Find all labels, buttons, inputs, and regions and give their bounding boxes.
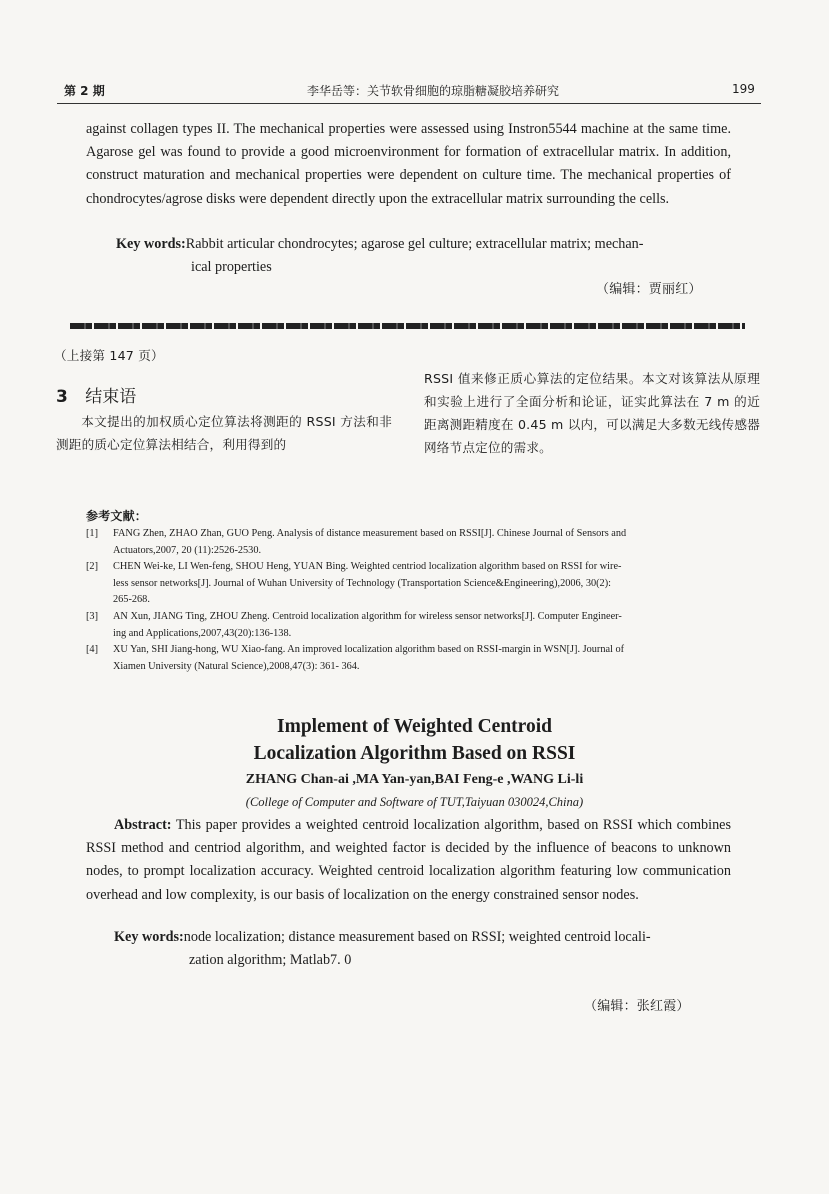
page-number: 199 <box>732 82 755 96</box>
section-number: 3 <box>56 387 68 407</box>
references-list <box>86 526 736 675</box>
previous-keywords <box>116 233 736 256</box>
reference-item: [2] CHEN Wei-ke, LI Wen-feng, SHOU Heng, YUAN Bing. Weighted centriod localization algorithm based on RSSI for wire- less sensor networks[J]. Journal of Wuhan University of Technology (Transportation Science&Engineering),2006, 30(2): 265-268. <box>86 561 622 606</box>
section-separator <box>70 323 745 329</box>
reference-item: [4] XU Yan, SHI Jiang-hong, WU Xiao-fang. An improved localization algorithm based on RSSI-margin in WSN[J]. Journal of Xiamen University (Natural Science),2008,47(3): 361- 364. <box>86 644 625 672</box>
conclusion-left-column: 本文提出的加权质心定位算法将测距的 RSSI 方法和非测距的质心定位算法相结合，利用得到的 <box>56 414 392 452</box>
section-heading <box>56 382 136 407</box>
english-keywords <box>114 926 734 949</box>
reference-item: [1] FANG Zhen, ZHAO Zhan, GUO Peng. Analysis of distance measurement based on RSSI[J]. Chinese Journal of Sensors and Actuators,2007, 20 (11):2526-2530. <box>86 528 627 556</box>
running-title: 李华岳等：关节软骨细胞的琼脂糖凝胶培养研究 <box>307 84 560 98</box>
previous-editor: （编辑：贾丽红） <box>596 282 702 297</box>
english-keywords-label: Key words: <box>114 929 184 945</box>
reference-item: [3] AN Xun, JIANG Ting, ZHOU Zheng. Centroid localization algorithm for wireless sensor networks[J]. Computer Engineer- ing and Applications,2007,43(20):136-138. <box>86 610 622 639</box>
previous-abstract-text: against collagen types II. The mechanical properties were assessed using Instron5544 machine at the same time. Agarose gel was found to provide a good microenvironment for formation of extracellular matrix. In addition, construct maturation and mechanical properties were dependent on culture time. The mechanical properties of chondrocytes/agrose disks were dependent directly upon the extracellular matrix surrounding the cells. <box>86 121 731 207</box>
english-abstract <box>86 814 731 907</box>
keywords-label: Key words: <box>116 236 186 252</box>
english-title-line-1: Implement of Weighted Centroid <box>277 716 552 737</box>
affiliation: (College of Computer and Software of TUT,Taiyuan 030024,China) <box>245 795 584 809</box>
english-editor: （编辑：张红霞） <box>584 999 690 1014</box>
authors: ZHANG Chan-ai ,MA Yan-yan,BAI Feng-e ,WANG Li-li <box>245 772 584 787</box>
english-title-line-2: Localization Algorithm Based on RSSI <box>253 743 576 764</box>
abstract-label: Abstract: <box>114 817 172 833</box>
conclusion-right-column: RSSI 值来修正质心算法的定位结果。本文对该算法从原理和实验上进行了全面分析和论证，证实此算法在 7 m 的近距离测距精度在 0.45 m 以内，可以满足大多数无线传感器网络节点定位的需求。 <box>424 371 760 455</box>
abstract-text: This paper provides a weighted centroid localization algorithm, based on RSSI which combines RSSI method and centriod algorithm, and weighted factor is decided by the influence of beacons to unknown nodes, to prompt localization accuracy. Weighted centroid localization algorithm featuring low communication overhead and low complexity, is our basis of localization on the energy constrained sensor nodes. <box>86 817 731 903</box>
english-keywords-line-2: zation algorithm; Matlab7. 0 <box>189 952 352 968</box>
issue-number: 第 2 期 <box>64 84 105 98</box>
header-rule <box>57 103 761 104</box>
keywords-line-1: Rabbit articular chondrocytes; agarose gel culture; extracellular matrix; mechan- <box>185 236 644 252</box>
section-title: 结束语 <box>85 387 137 407</box>
continued-note: （上接第 147 页） <box>54 348 164 363</box>
english-keywords-line-1: node localization; distance measurement based on RSSI; weighted centroid locali- <box>183 929 651 945</box>
references-label: 参考文献： <box>86 509 148 523</box>
keywords-line-2: ical properties <box>191 259 272 275</box>
